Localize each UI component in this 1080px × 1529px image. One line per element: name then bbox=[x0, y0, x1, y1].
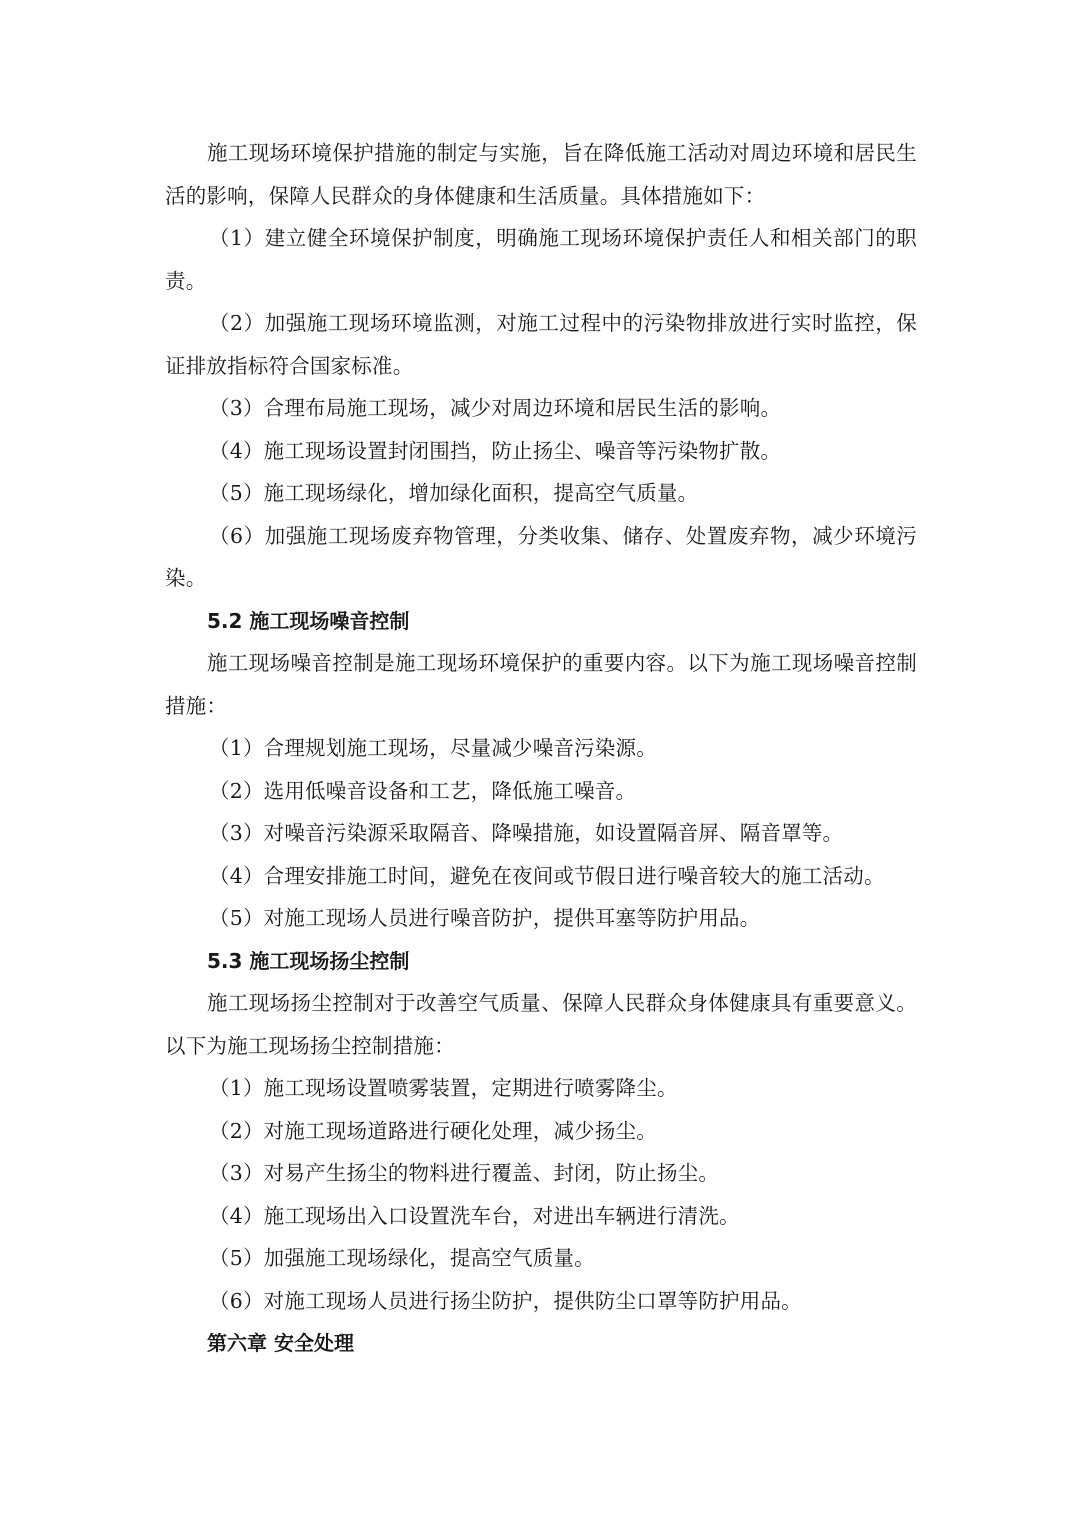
list-item: （5）对施工现场人员进行噪音防护，提供耳塞等防护用品。 bbox=[209, 906, 761, 930]
list-item: （2）加强施工现场环境监测，对施工过程中的污染物排放进行实时监控，保证排放指标符合国家标准。 bbox=[165, 311, 917, 378]
section-heading-5-3: 5.3 施工现场扬尘控制 bbox=[207, 948, 410, 973]
document-page bbox=[165, 132, 917, 1365]
list-item: （3）对噪音污染源采取隔音、降噪措施，如设置隔音屏、隔音罩等。 bbox=[209, 821, 844, 845]
list-item: （4）施工现场出入口设置洗车台，对进出车辆进行清洗。 bbox=[209, 1203, 740, 1228]
list-item: （1）施工现场设置喷雾装置，定期进行喷雾降尘。 bbox=[209, 1076, 678, 1100]
list-item: （2）对施工现场道路进行硬化处理，减少扬尘。 bbox=[209, 1118, 657, 1143]
chapter-heading-6: 第六章 安全处理 bbox=[207, 1331, 354, 1355]
list-item: （4）合理安排施工时间，避免在夜间或节假日进行噪音较大的施工活动。 bbox=[209, 863, 885, 888]
list-item: （6）加强施工现场废弃物管理，分类收集、储存、处置废弃物，减少环境污染。 bbox=[165, 523, 917, 590]
list-item: （2）选用低噪音设备和工艺，降低施工噪音。 bbox=[209, 778, 637, 803]
list-item: （5）施工现场绿化，增加绿化面积，提高空气质量。 bbox=[209, 481, 699, 505]
section-5-3-paragraph: 施工现场扬尘控制对于改善空气质量、保障人民群众身体健康具有重要意义。以下为施工现场扬尘控制措施： bbox=[165, 991, 917, 1058]
section-heading-5-2: 5.2 施工现场噪音控制 bbox=[207, 608, 410, 633]
list-item: （1）合理规划施工现场，尽量减少噪音污染源。 bbox=[209, 736, 657, 760]
section-5-2-paragraph: 施工现场噪音控制是施工现场环境保护的重要内容。以下为施工现场噪音控制措施： bbox=[165, 651, 917, 718]
list-item: （3）对易产生扬尘的物料进行覆盖、封闭，防止扬尘。 bbox=[209, 1161, 720, 1185]
list-item: （6）对施工现场人员进行扬尘防护，提供防尘口罩等防护用品。 bbox=[209, 1288, 802, 1313]
list-item: （4）施工现场设置封闭围挡，防止扬尘、噪音等污染物扩散。 bbox=[209, 438, 782, 463]
intro-paragraph: 施工现场环境保护措施的制定与实施，旨在降低施工活动对周边环境和居民生活的影响，保障人民群众的身体健康和生活质量。具体措施如下： bbox=[165, 141, 917, 208]
list-item: （3）合理布局施工现场，减少对周边环境和居民生活的影响。 bbox=[209, 396, 782, 420]
list-item: （5）加强施工现场绿化，提高空气质量。 bbox=[209, 1246, 595, 1270]
list-item: （1）建立健全环境保护制度，明确施工现场环境保护责任人和相关部门的职责。 bbox=[165, 226, 917, 293]
